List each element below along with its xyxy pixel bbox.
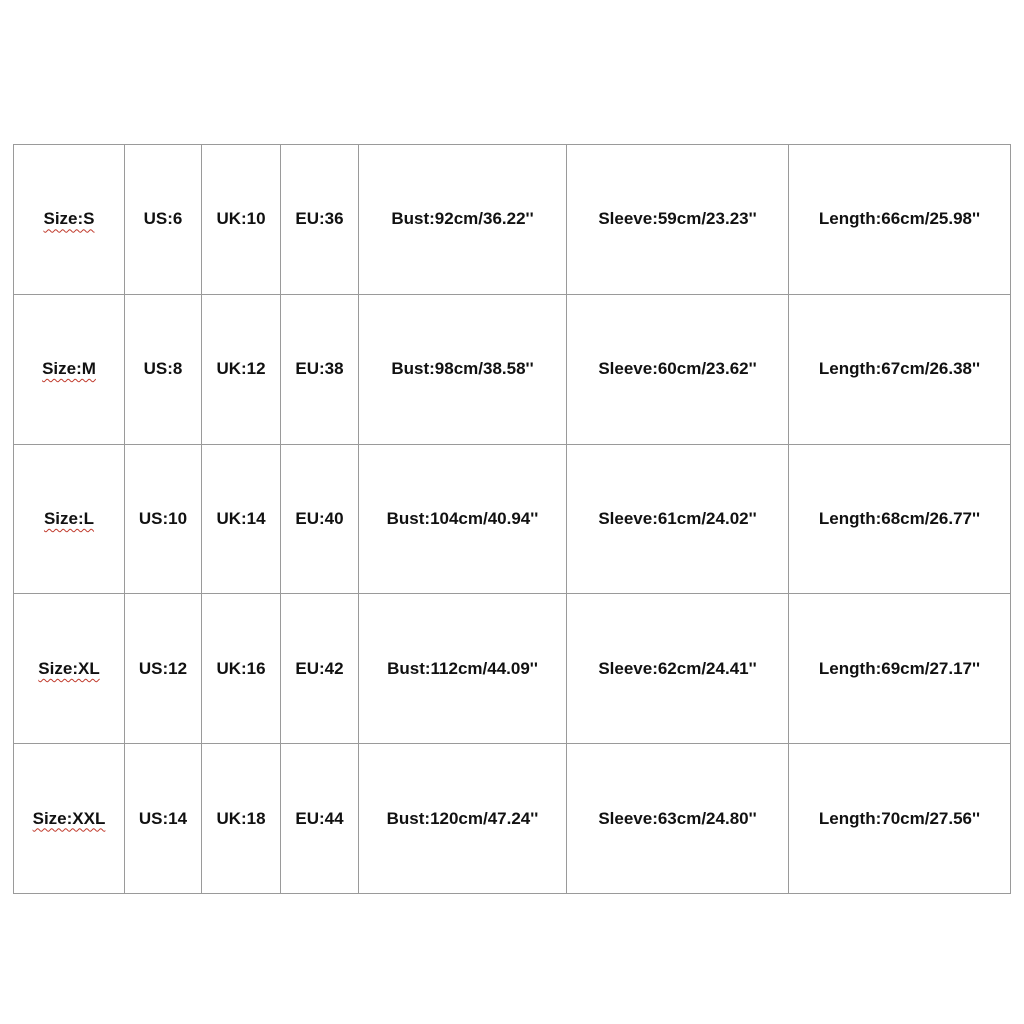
- size-cell: [14, 294, 125, 444]
- size-chart-table: [13, 144, 1011, 894]
- us-size-cell: US:14: [125, 744, 202, 894]
- eu-size-cell: EU:36: [281, 145, 359, 295]
- size-cell: [14, 145, 125, 295]
- us-size-cell: US:8: [125, 294, 202, 444]
- bust-cell: Bust:92cm/36.22'': [359, 145, 567, 295]
- size-cell: [14, 594, 125, 744]
- length-cell: Length:70cm/27.56'': [789, 744, 1011, 894]
- sleeve-cell: Sleeve:62cm/24.41'': [567, 594, 789, 744]
- size-cell: [14, 444, 125, 594]
- us-size-cell: US:6: [125, 145, 202, 295]
- size-cell: [14, 744, 125, 894]
- uk-size-cell: UK:14: [202, 444, 281, 594]
- size-label: Size:M: [42, 359, 96, 379]
- sleeve-cell: Sleeve:59cm/23.23'': [567, 145, 789, 295]
- bust-cell: Bust:104cm/40.94'': [359, 444, 567, 594]
- uk-size-cell: UK:12: [202, 294, 281, 444]
- size-label: Size:S: [43, 209, 95, 229]
- sleeve-cell: Sleeve:60cm/23.62'': [567, 294, 789, 444]
- length-cell: Length:68cm/26.77'': [789, 444, 1011, 594]
- length-cell: Length:66cm/25.98'': [789, 145, 1011, 295]
- size-label: Size:L: [43, 508, 95, 528]
- length-cell: Length:67cm/26.38'': [789, 294, 1011, 444]
- us-size-cell: US:10: [125, 444, 202, 594]
- us-size-cell: US:12: [125, 594, 202, 744]
- sleeve-cell: Sleeve:63cm/24.80'': [567, 744, 789, 894]
- table-row: [14, 744, 1011, 894]
- table-row: [14, 444, 1011, 594]
- uk-size-cell: UK:16: [202, 594, 281, 744]
- eu-size-cell: EU:44: [281, 744, 359, 894]
- eu-size-cell: EU:40: [281, 444, 359, 594]
- uk-size-cell: UK:10: [202, 145, 281, 295]
- eu-size-cell: EU:42: [281, 594, 359, 744]
- bust-cell: Bust:112cm/44.09'': [359, 594, 567, 744]
- sleeve-cell: Sleeve:61cm/24.02'': [567, 444, 789, 594]
- length-cell: Length:69cm/27.17'': [789, 594, 1011, 744]
- table-row: [14, 594, 1011, 744]
- size-label: Size:XL: [38, 658, 100, 678]
- bust-cell: Bust:120cm/47.24'': [359, 744, 567, 894]
- table-row: [14, 294, 1011, 444]
- bust-cell: Bust:98cm/38.58'': [359, 294, 567, 444]
- table-row: [14, 145, 1011, 295]
- uk-size-cell: UK:18: [202, 744, 281, 894]
- size-label: Size:XXL: [32, 808, 106, 828]
- eu-size-cell: EU:38: [281, 294, 359, 444]
